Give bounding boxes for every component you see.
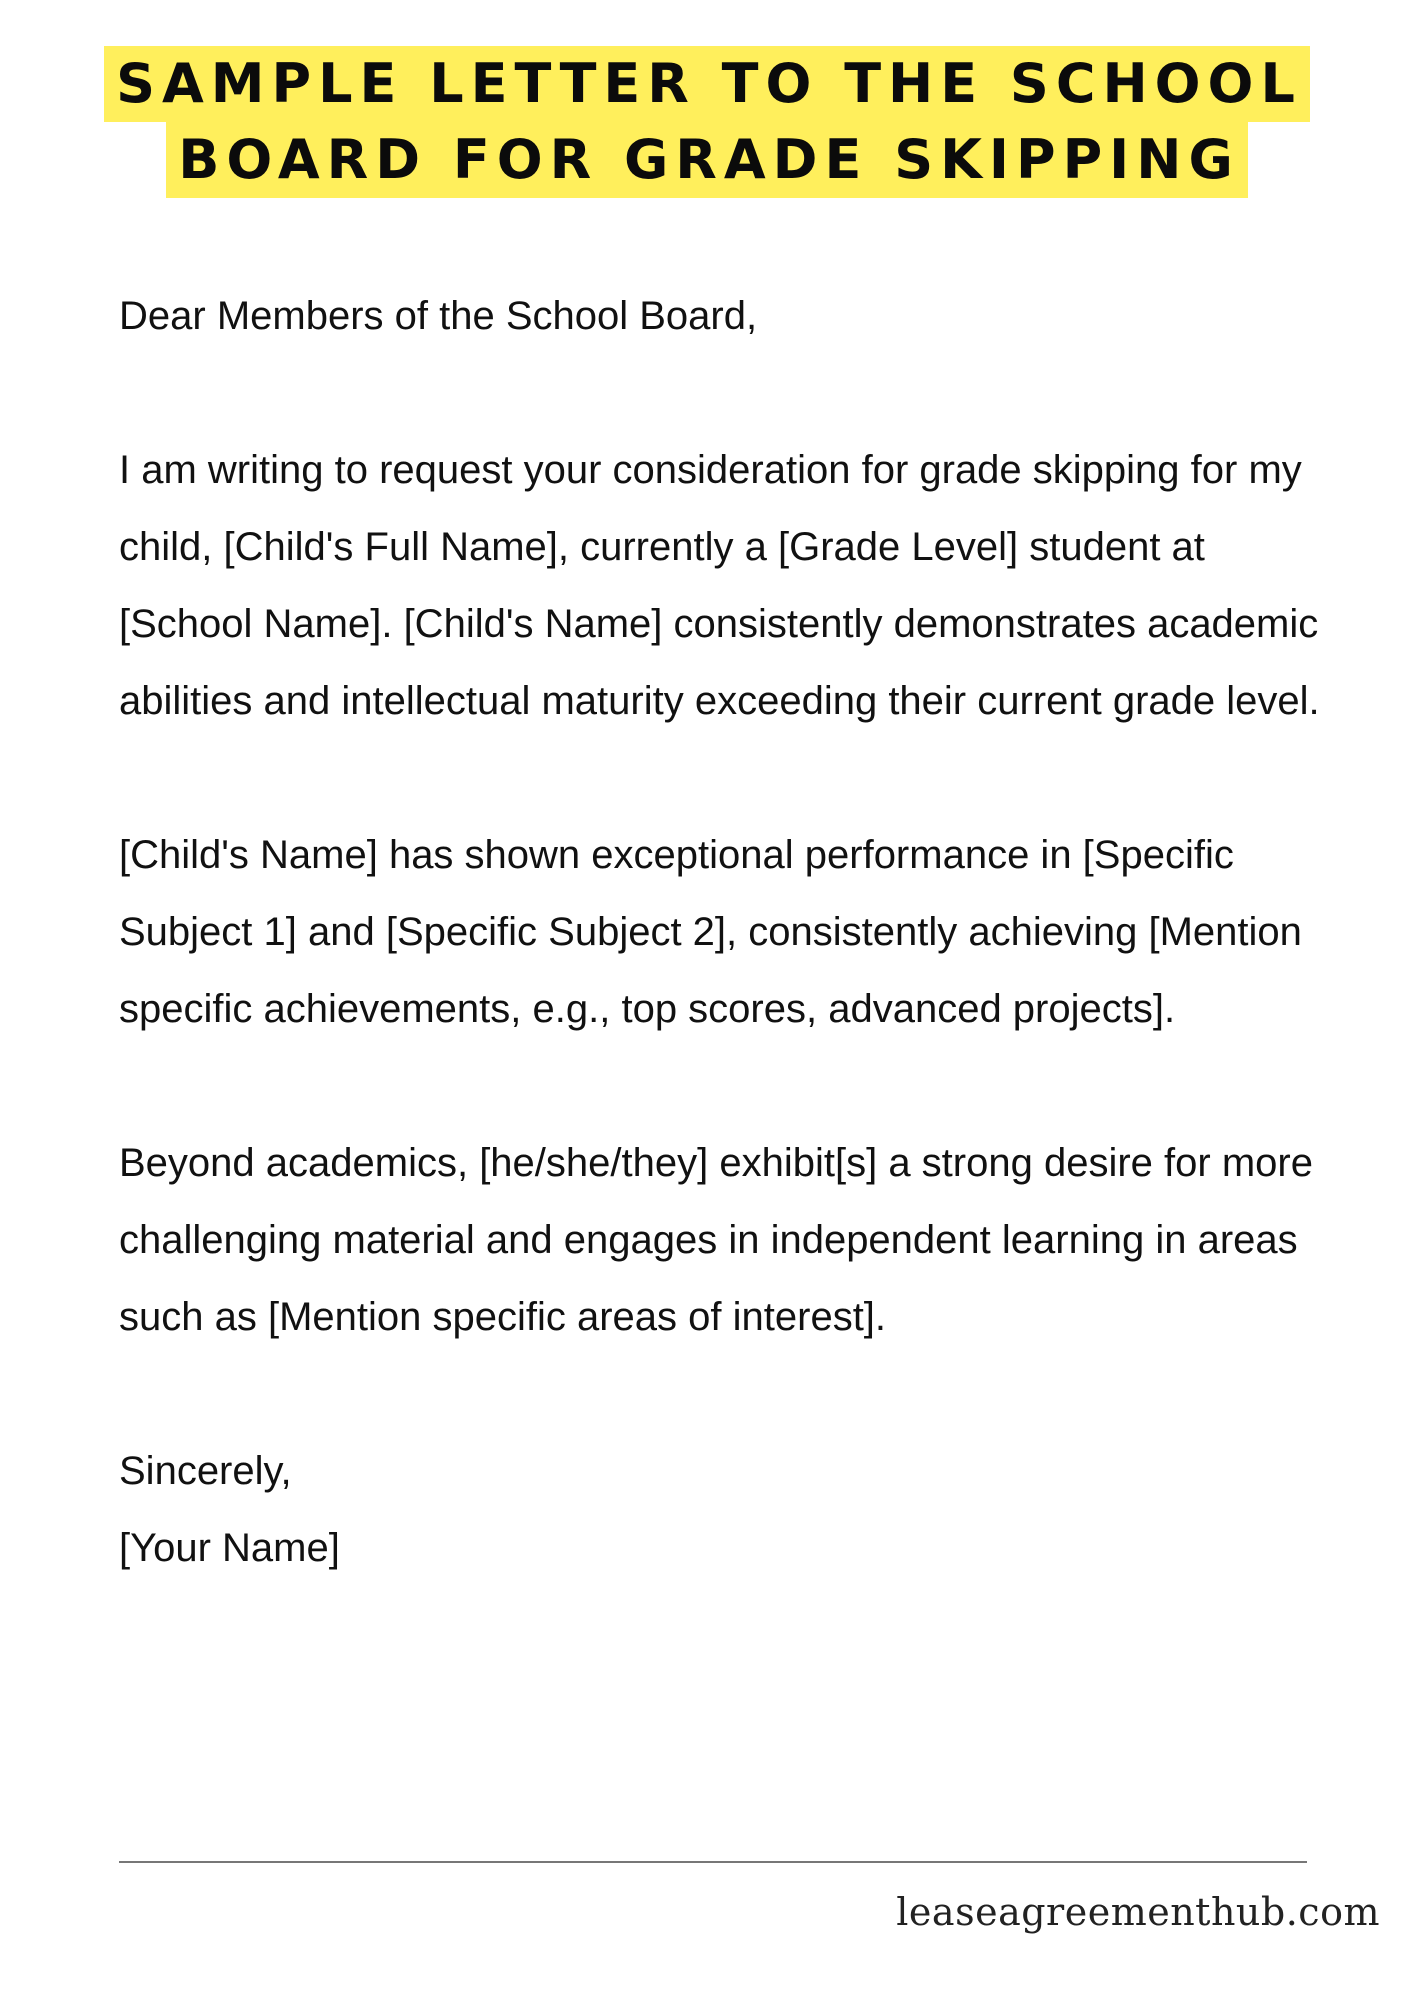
title-line-1: SAMPLE LETTER TO THE SCHOOL [104,46,1310,122]
letter-body [119,278,1349,1587]
paragraph-1: I am writing to request your consideration for grade skipping for my child, [Child's Full Name], currently a [Grade Level] student at [School Name]. [Child's Name] consistently demonstrates academic abilities and intellectual maturity exceeding their current grade level. [119,448,1320,723]
signature: [Your Name] [119,1526,340,1570]
paragraph-3: Beyond academics, [he/she/they] exhibit[s] a strong desire for more challenging material and engages in independent learning in areas such as [Mention specific areas of interest]. [119,1141,1313,1339]
footer-site-name: leaseagreementhub.com [896,1890,1380,1934]
footer-divider [119,1861,1307,1863]
page-title [0,46,1414,198]
closing: Sincerely, [119,1449,292,1493]
paragraph-2: [Child's Name] has shown exceptional performance in [Specific Subject 1] and [Specific Subject 2], consistently achieving [Mention specific achievements, e.g., top scores, advanced projects]. [119,833,1302,1031]
salutation: Dear Members of the School Board, [119,294,758,338]
title-line-2: BOARD FOR GRADE SKIPPING [166,122,1248,198]
